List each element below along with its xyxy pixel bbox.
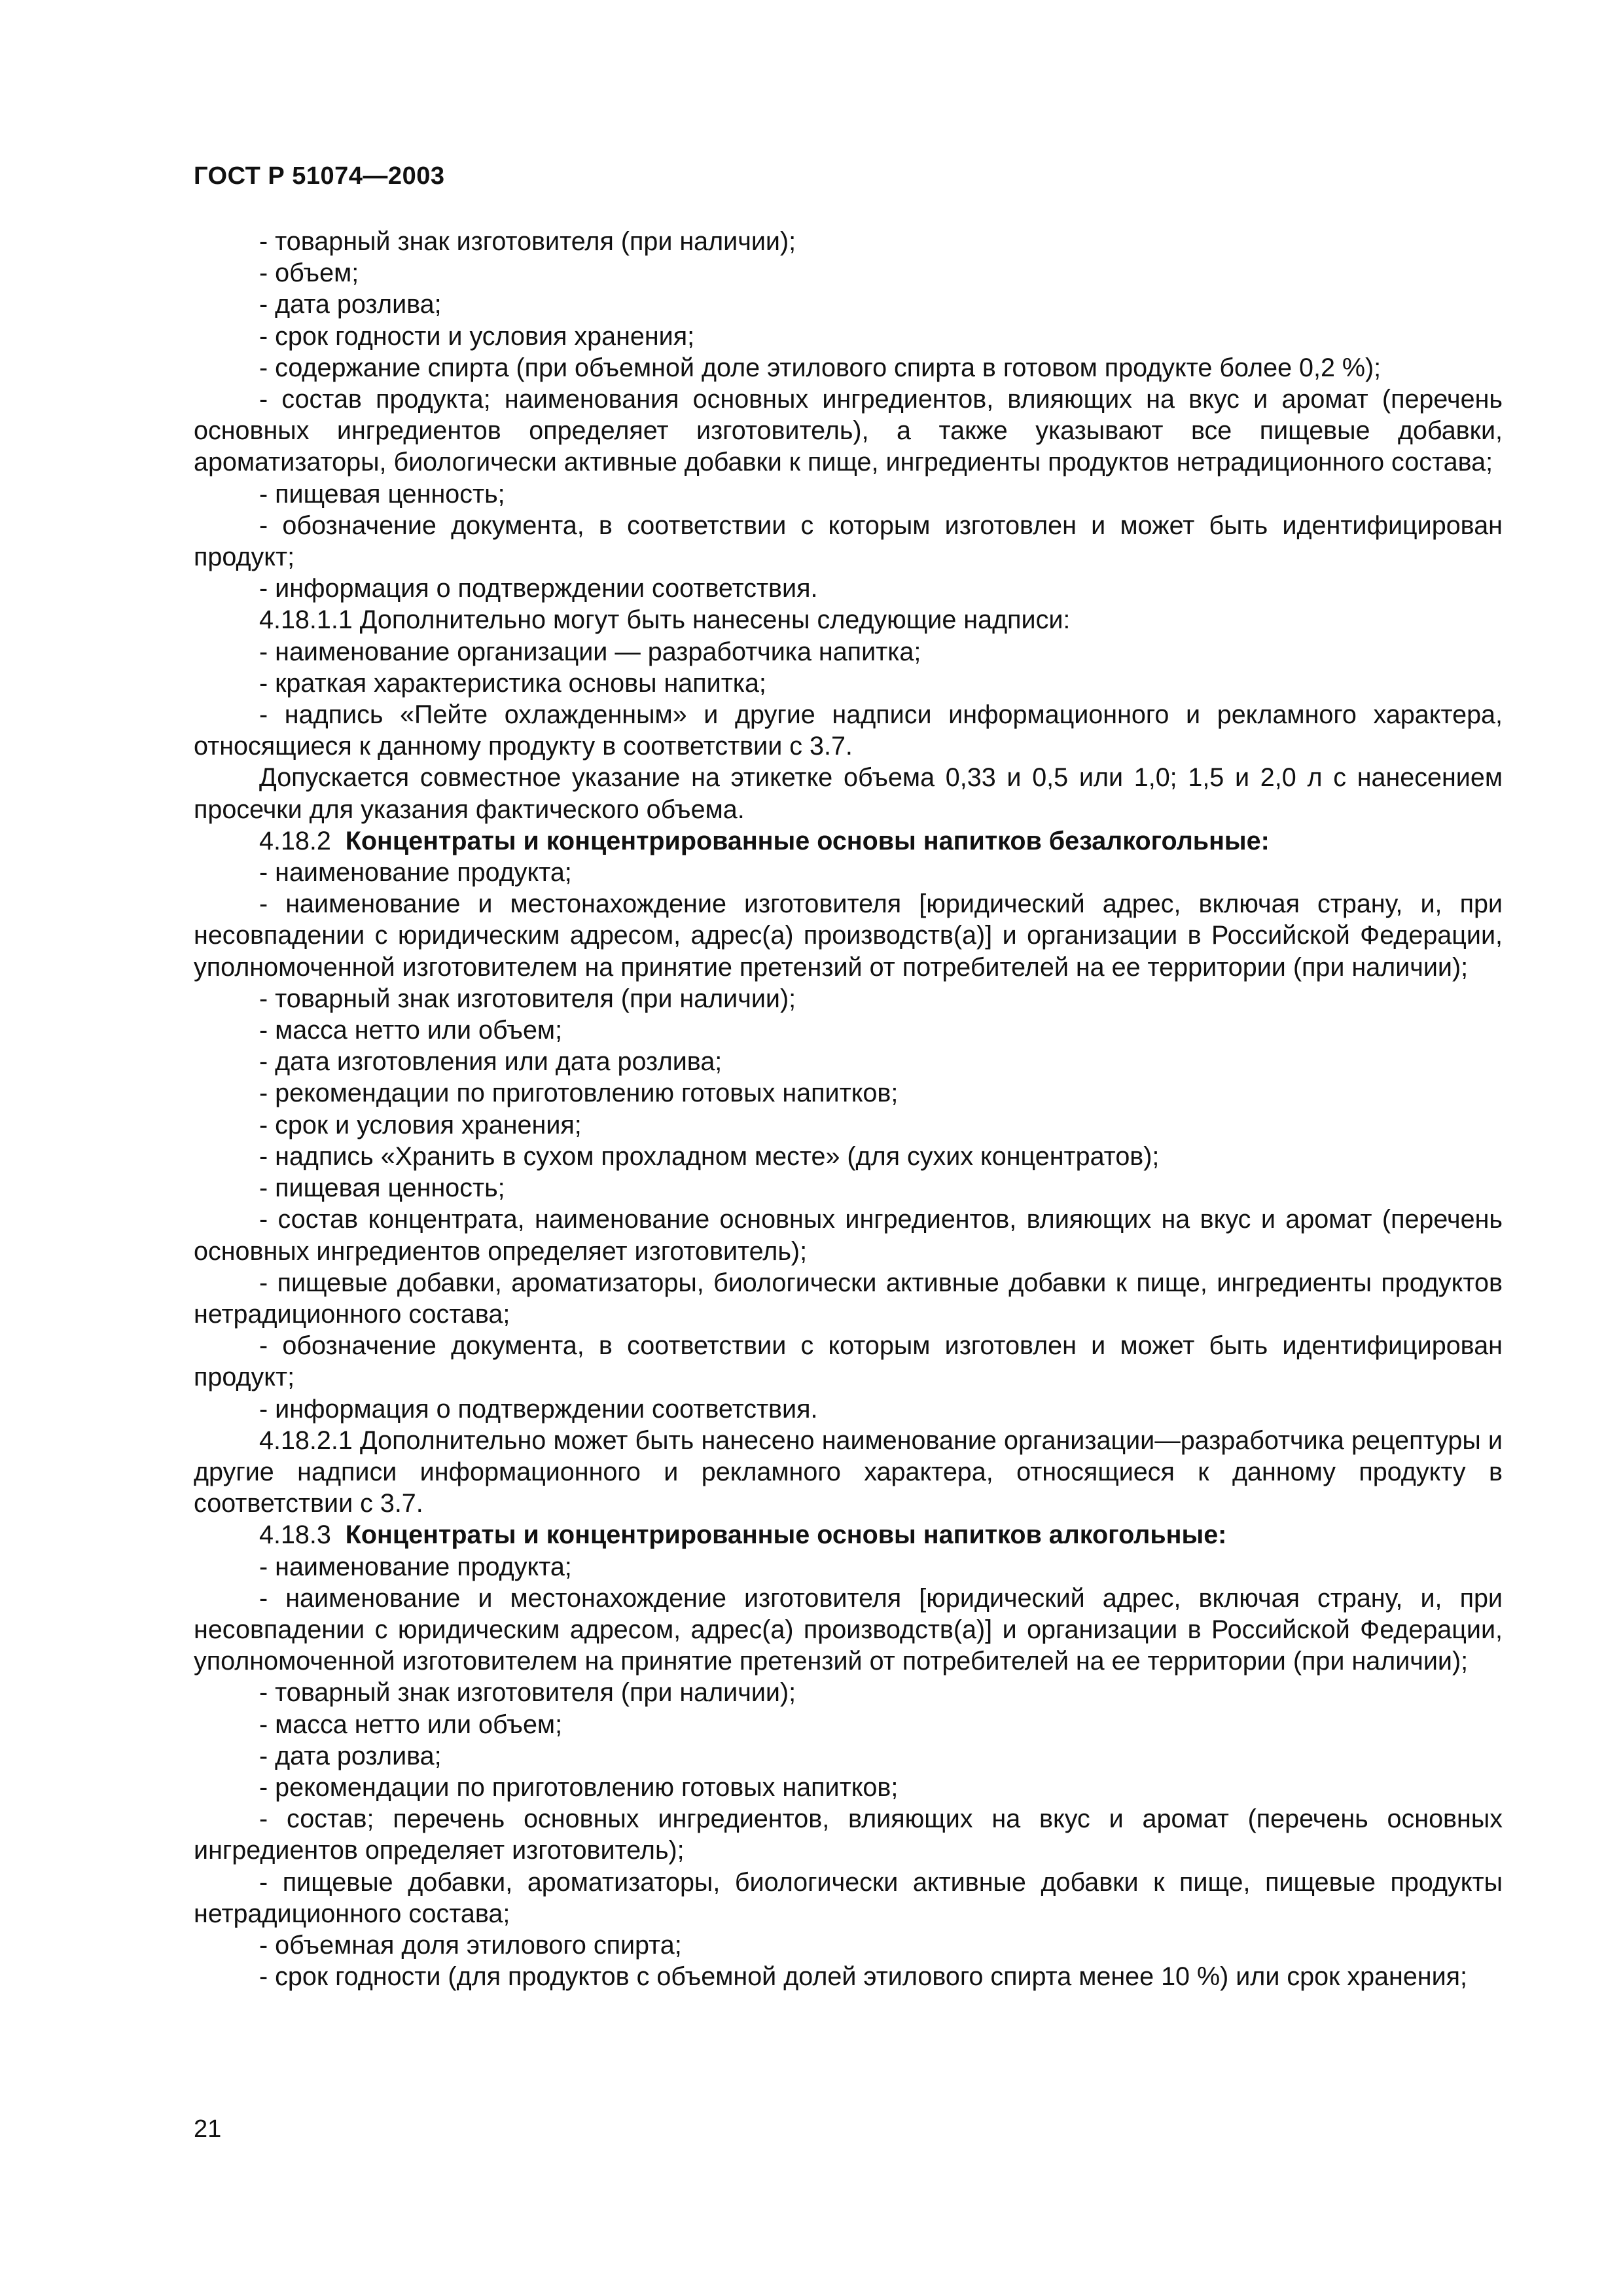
list-item: - информация о подтверждении соответствия. bbox=[259, 574, 818, 603]
list-item: - наименование и местонахождение изготовителя [юридический адрес, включая страну, и, при несовпадении с юридическим адресом, адрес(а) производств(а)] и организации в Российской Федерации, уполномоченной изготовителем на принятие претензий от потребителей на ее территории (при наличии); bbox=[194, 889, 1503, 982]
paragraph: Допускается совместное указание на этикетке объема 0,33 и 0,5 или 1,0; 1,5 и 2,0 л с нанесением просечки для указания фактического объема. bbox=[194, 763, 1503, 824]
list-item: - надпись «Пейте охлажденным» и другие надписи информационного и рекламного характера, относящиеся к данному продукту в соответствии с 3.7. bbox=[194, 700, 1503, 761]
list-item: - объем; bbox=[259, 259, 359, 288]
list-item: - пищевые добавки, ароматизаторы, биологически активные добавки к пище, пищевые продукты нетрадиционного состава; bbox=[194, 1867, 1503, 1928]
list-item: - рекомендации по приготовлению готовых напитков; bbox=[259, 1772, 899, 1802]
list-item: - срок и условия хранения; bbox=[259, 1110, 582, 1139]
list-item: - дата розлива; bbox=[259, 1741, 442, 1770]
list-item: - состав концентрата, наименование основных ингредиентов, влияющих на вкус и аромат (перечень основных ингредиентов определяет изготовитель); bbox=[194, 1205, 1503, 1266]
section-title: Концентраты и концентрированные основы напитков алкогольные: bbox=[345, 1520, 1227, 1550]
list-item: - наименование продукта; bbox=[259, 858, 572, 888]
list-item: - наименование организации — разработчика напитка; bbox=[259, 637, 921, 666]
list-item: - рекомендации по приготовлению готовых напитков; bbox=[259, 1079, 899, 1108]
list-item: - масса нетто или объем; bbox=[259, 1710, 563, 1739]
section-heading bbox=[194, 1519, 1503, 1551]
list-item: - краткая характеристика основы напитка; bbox=[259, 668, 766, 698]
section-title: Концентраты и концентрированные основы напитков безалкогольные: bbox=[345, 826, 1270, 855]
list-item: - товарный знак изготовителя (при наличии); bbox=[259, 227, 796, 256]
list-item: - информация о подтверждении соответствия. bbox=[259, 1394, 818, 1424]
paragraph: 4.18.1.1 Дополнительно могут быть нанесены следующие надписи: bbox=[259, 605, 1071, 635]
list-item: - срок годности и условия хранения; bbox=[259, 321, 695, 351]
list-item: - пищевая ценность; bbox=[259, 1174, 505, 1203]
list-item: - дата изготовления или дата розлива; bbox=[259, 1047, 722, 1077]
document-body bbox=[194, 226, 1503, 1992]
list-item: - обозначение документа, в соответствии с которым изготовлен и может быть идентифицирован продукт; bbox=[194, 511, 1503, 572]
section-number: 4.18.3 bbox=[259, 1520, 331, 1550]
section-number: 4.18.2 bbox=[259, 826, 331, 855]
document-header: ГОСТ Р 51074—2003 bbox=[194, 162, 445, 190]
list-item: - пищевая ценность; bbox=[259, 479, 505, 509]
list-item: - масса нетто или объем; bbox=[259, 1016, 563, 1045]
list-item: - обозначение документа, в соответствии с которым изготовлен и может быть идентифицирован продукт; bbox=[194, 1331, 1503, 1392]
document-page bbox=[194, 0, 1503, 2296]
list-item: - состав; перечень основных ингредиентов, влияющих на вкус и аромат (перечень основных ингредиентов определяет изготовитель); bbox=[194, 1804, 1503, 1865]
list-item: - содержание спирта (при объемной доле этилового спирта в готовом продукте более 0,2 %); bbox=[259, 353, 1382, 382]
list-item: - товарный знак изготовителя (при наличии); bbox=[259, 1678, 796, 1708]
list-item: - объемная доля этилового спирта; bbox=[259, 1930, 682, 1960]
list-item: - наименование продукта; bbox=[259, 1552, 572, 1581]
list-item: - состав продукта; наименования основных ингредиентов, влияющих на вкус и аромат (перечень основных ингредиентов определяет изготовитель), а также указывают все пищевые добавки, ароматизаторы, биологически активные добавки к пище, ингредиенты продуктов нетрадиционного состава; bbox=[194, 385, 1503, 477]
section-heading bbox=[194, 825, 1503, 857]
list-item: - срок годности (для продуктов с объемной долей этилового спирта менее 10 %) или срок хранения; bbox=[259, 1962, 1468, 1992]
list-item: - надпись «Хранить в сухом прохладном месте» (для сухих концентратов); bbox=[259, 1141, 1160, 1171]
paragraph: 4.18.2.1 Дополнительно может быть нанесено наименование организации—разработчика рецептуры и другие надписи информационного и рекламного характера, относящиеся к данному продукту в соответствии с 3.7. bbox=[194, 1426, 1503, 1518]
list-item: - товарный знак изготовителя (при наличии); bbox=[259, 984, 796, 1013]
list-item: - пищевые добавки, ароматизаторы, биологически активные добавки к пище, ингредиенты продуктов нетрадиционного состава; bbox=[194, 1268, 1503, 1329]
list-item: - наименование и местонахождение изготовителя [юридический адрес, включая страну, и, при несовпадении с юридическим адресом, адрес(а) производств(а)] и организации в Российской Федерации, уполномоченной изготовителем на принятие претензий от потребителей на ее территории (при наличии); bbox=[194, 1583, 1503, 1676]
page-number: 21 bbox=[194, 2115, 222, 2143]
list-item: - дата розлива; bbox=[259, 290, 442, 319]
